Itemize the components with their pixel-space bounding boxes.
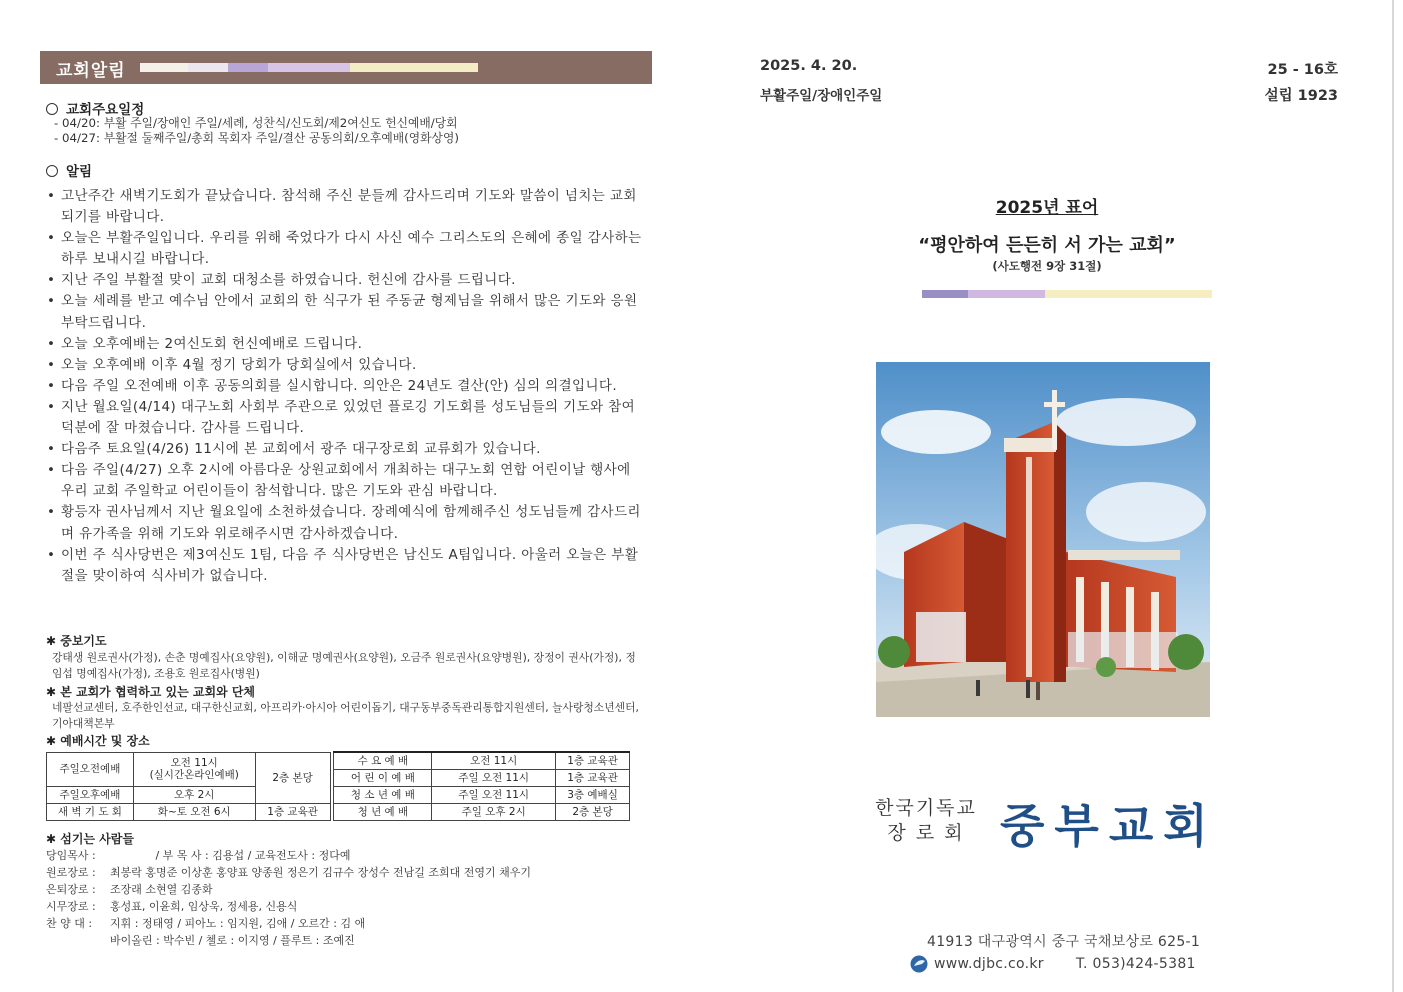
notice-header-title: 교회알림 bbox=[56, 61, 126, 81]
worship-name: 새 벽 기 도 회 bbox=[47, 803, 134, 820]
notice-item: • 황등자 권사님께서 지난 월요일에 소천하셨습니다. 장례예식에 함께해주신 성도님들께 감사드리며 유가족을 위해 기도와 위로해주시면 감사하겠습니다. bbox=[46, 502, 646, 544]
worship-time: 오전 11시 bbox=[432, 752, 556, 769]
motto-year: 2025년 표어 bbox=[995, 198, 1099, 218]
worship-name: 청 소 년 예 배 bbox=[334, 786, 432, 803]
motto-stripe-3 bbox=[1045, 290, 1212, 298]
partners-title: ✱ 본 교회가 협력하고 있는 교회와 단체 bbox=[46, 685, 256, 699]
worship-time: 주일 오전 11시 bbox=[432, 769, 556, 786]
header-stripe-3 bbox=[228, 63, 268, 72]
staff-title: ✱ 섬기는 사람들 bbox=[46, 832, 134, 846]
globe-icon bbox=[910, 955, 928, 973]
notice-item: • 다음주 토요일(4/26) 11시에 본 교회에서 광주 대구장로회 교류회가 있습니다. bbox=[46, 439, 646, 460]
header-stripe-4 bbox=[268, 63, 350, 72]
denomination: 한국기독교 장 로 회 bbox=[875, 797, 977, 844]
bulletin-founded: 설립 1923 bbox=[1264, 88, 1338, 104]
notice-item: • 다음 주일(4/27) 오후 2시에 아름다운 상원교회에서 개최하는 대구노회 연합 어린이날 행사에 우리 교회 주일학교 어린이들이 참석합니다. 많은 기도와 관심 바랍니다. bbox=[46, 460, 646, 502]
circle-icon bbox=[46, 165, 58, 177]
worship-place: 2층 본당 bbox=[556, 803, 630, 820]
worship-time: 주일 오전 11시 bbox=[432, 786, 556, 803]
schedule-item: - 04/27: 부활절 둘째주일/총회 목회자 주일/결산 공동의회/오후예배(영화상영) bbox=[54, 131, 459, 145]
notice-item: • 오늘 오후예배 이후 4월 정기 당회가 당회실에서 있습니다. bbox=[46, 355, 646, 376]
notice-item: • 다음 주일 오전예배 이후 공동의회를 실시합니다. 의안은 24년도 결산(안) 심의 의결입니다. bbox=[46, 376, 646, 397]
notices-title: 알림 bbox=[46, 160, 92, 180]
worship-name: 청 년 예 배 bbox=[334, 803, 432, 820]
staff-row: 당임목사 : / 부 목 사 : 김용섭 / 교육전도사 : 정다예 bbox=[46, 849, 351, 862]
notice-item: • 고난주간 새벽기도회가 끝났습니다. 참석해 주신 분들께 감사드리며 기도와 말씀이 넘치는 교회 되기를 바랍니다. bbox=[46, 186, 646, 228]
church-website[interactable]: www.djbc.co.kr bbox=[934, 956, 1044, 972]
contact-line bbox=[910, 955, 1196, 973]
notice-item: • 지난 월요일(4/14) 대구노회 사회부 주관으로 있었던 플로깅 기도회를 성도님들의 기도와 참여 덕분에 잘 마쳤습니다. 감사를 드립니다. bbox=[46, 397, 646, 439]
staff-row: 은퇴장로 : 조장래 소현열 김종화 bbox=[46, 883, 213, 896]
worship-name: 주일오후예배 bbox=[47, 786, 134, 803]
schedule-title: 교회주요일정 bbox=[46, 98, 144, 118]
worship-place: 2층 본당 bbox=[255, 752, 330, 803]
staff-row: 바이올린 : 박수빈 / 첼로 : 이지영 / 플루트 : 조예진 bbox=[110, 934, 355, 947]
staff-row: 찬 양 대 : 지휘 : 정태영 / 피아노 : 임지원, 김애 / 오르간 : 김 애 bbox=[46, 917, 366, 930]
worship-time: 오후 2시 bbox=[133, 786, 255, 803]
worship-place: 1층 교육관 bbox=[255, 803, 330, 820]
staff-list bbox=[46, 847, 646, 949]
header-stripe-2 bbox=[188, 63, 228, 72]
notice-item: • 오늘 세례를 받고 예수님 안에서 교회의 한 식구가 된 주동균 형제님을 위해서 많은 기도와 응원 부탁드립니다. bbox=[46, 291, 646, 333]
worship-name: 어 린 이 예 배 bbox=[334, 769, 432, 786]
worship-name: 주일오전예배 bbox=[47, 752, 134, 786]
motto-stripe-1 bbox=[922, 290, 968, 298]
church-building-image bbox=[876, 362, 1210, 717]
bulletin-date: 2025. 4. 20. bbox=[760, 58, 858, 74]
circle-icon bbox=[46, 103, 58, 115]
notice-item: • 지난 주일 부활절 맞이 교회 대청소를 하였습니다. 헌신에 감사를 드립니다. bbox=[46, 270, 646, 291]
notice-item: • 오늘은 부활주일입니다. 우리를 위해 죽었다가 다시 사신 예수 그리스도의 은혜에 종일 감사하는 하루 보내시길 바랍니다. bbox=[46, 228, 646, 270]
notice-item: • 이번 주 식사당번은 제3여신도 1팀, 다음 주 식사당번은 남신도 A팀입니다. 아울러 오늘은 부활절을 맞이하여 식사비가 없습니다. bbox=[46, 545, 646, 587]
prayer-title: ✱ 중보기도 bbox=[46, 634, 107, 648]
notice-list bbox=[46, 186, 646, 587]
church-name: 중부교회 bbox=[1000, 799, 1218, 853]
church-address: 41913 대구광역시 중구 국채보상로 625-1 bbox=[927, 934, 1201, 950]
notice-item: • 오늘 오후예배는 2여신도회 헌신예배로 드립니다. bbox=[46, 334, 646, 355]
motto-text: “평안하여 든든히 서 가는 교회” bbox=[918, 235, 1176, 256]
header-stripe-1 bbox=[140, 63, 188, 72]
worship-place: 1층 교육관 bbox=[556, 752, 630, 769]
prayer-text: 강태생 원로권사(가정), 손춘 명예집사(요양원), 이해균 명예권사(요양원), 오금주 원로권사(요양병원), 장정이 권사(가정), 정임섭 명예집사(가정), 조용호 원로집사(병원) bbox=[52, 651, 636, 680]
church-illustration bbox=[876, 362, 1210, 717]
notice-header-bar bbox=[40, 51, 652, 84]
bulletin-sunday: 부활주일/장애인주일 bbox=[760, 88, 883, 104]
worship-time: 주일 오후 2시 bbox=[432, 803, 556, 820]
page-edge-line bbox=[1392, 0, 1394, 992]
schedule-item: - 04/20: 부활 주일/장애인 주일/세례, 성찬식/신도회/제2여신도 헌신예배/당회 bbox=[54, 116, 458, 130]
worship-table bbox=[46, 751, 630, 821]
motto-reference: (사도행전 9장 31절) bbox=[992, 259, 1102, 273]
worship-title: ✱ 예배시간 및 장소 bbox=[46, 734, 150, 748]
bulletin-issue: 25 - 16호 bbox=[1267, 62, 1338, 78]
worship-time: 오전 11시 (실시간온라인예배) bbox=[133, 752, 255, 786]
staff-row: 시무장로 : 홍성표, 이윤희, 임상욱, 정세용, 신용식 bbox=[46, 900, 298, 913]
worship-name: 수 요 예 배 bbox=[334, 752, 432, 769]
staff-row: 원로장로 : 최봉락 홍명준 이상훈 홍양표 양종원 정은기 김규수 장성수 전남길 조희대 전영기 채우기 bbox=[46, 866, 531, 879]
church-phone: T. 053)424-5381 bbox=[1075, 956, 1196, 972]
motto-stripe-2 bbox=[968, 290, 1045, 298]
schedule-list bbox=[54, 116, 459, 146]
header-stripe-5 bbox=[350, 63, 478, 72]
worship-place: 3층 예배실 bbox=[556, 786, 630, 803]
partners-text: 네팔선교센터, 호주한인선교, 대구한신교회, 아프리카·아시아 어린이돕기, 대구동부중독관리통합지원센터, 늘사랑청소년센터, 기아대책본부 bbox=[52, 701, 639, 730]
worship-time: 화~토 오전 6시 bbox=[133, 803, 255, 820]
worship-place: 1층 교육관 bbox=[556, 769, 630, 786]
